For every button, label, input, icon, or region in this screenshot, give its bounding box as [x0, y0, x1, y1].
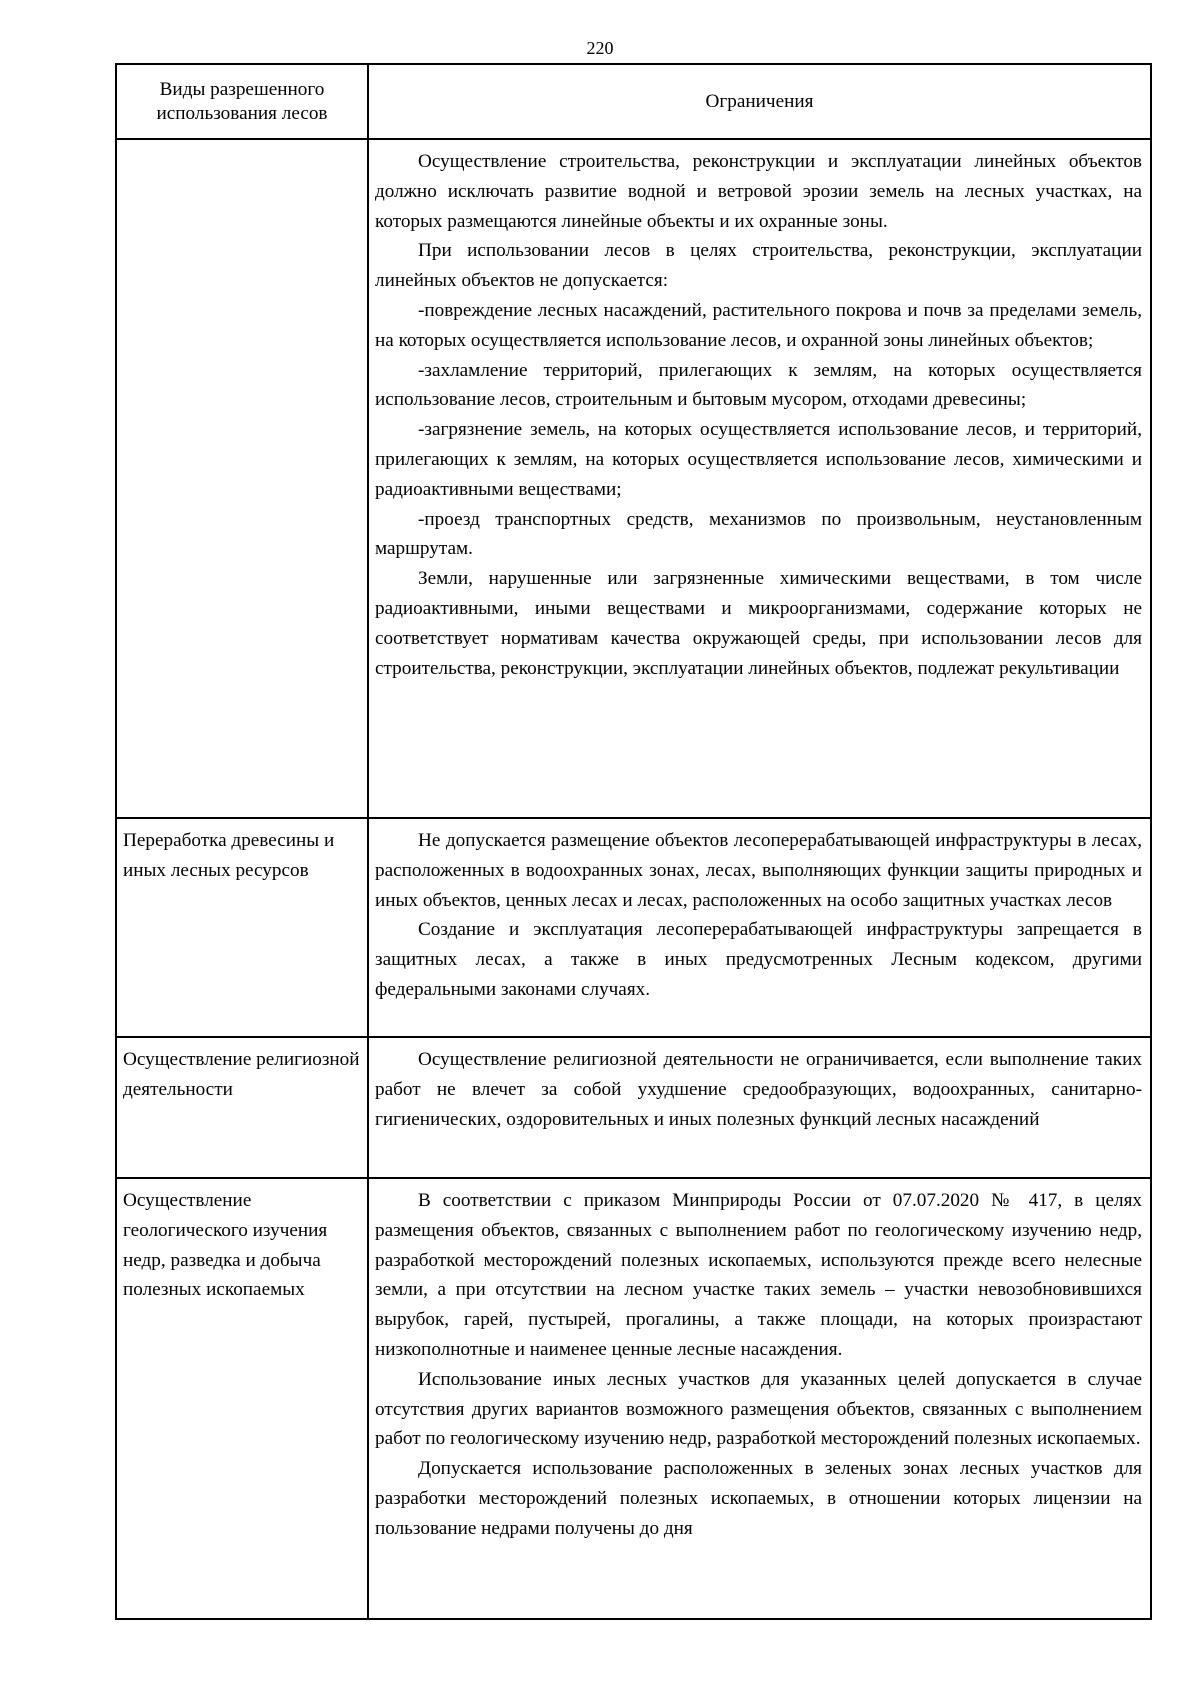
restrictions-cell — [368, 1037, 1151, 1178]
header-restrictions: Ограничения — [368, 64, 1151, 139]
page-number: 220 — [586, 38, 614, 58]
table-header-row — [116, 64, 1151, 139]
use-type-cell: Осуществление религиозной деятельности — [116, 1037, 368, 1178]
restriction-paragraph: -захламление территорий, прилегающих к землям, на которых осуществляется использование лесов, строительным и бытовым мусором, отходами древесины; — [375, 359, 1142, 411]
restriction-paragraph: Земли, нарушенные или загрязненные химическими веществами, в том числе радиоактивными, иными веществами и микроорганизмами, содержание которых не соответствует нормативам качества окружающей среды, при использовании лесов для строительства, реконструкции, эксплуатации линейных объектов, подлежат рекультивации — [375, 568, 1142, 679]
use-type-cell — [116, 139, 368, 818]
restriction-paragraph: Создание и эксплуатация лесоперерабатывающей инфраструктуры запрещается в защитных лесах, а также в иных предусмотренных Лесным кодексом, другими федеральными законами случаях. — [375, 919, 1142, 1000]
restriction-paragraph: При использовании лесов в целях строительства, реконструкции, эксплуатации линейных объектов не допускается: — [375, 240, 1142, 292]
table-row — [116, 1178, 1151, 1619]
restrictions-cell — [368, 1178, 1151, 1619]
restriction-paragraph: Использование иных лесных участков для указанных целей допускается в случае отсутствия других вариантов возможного размещения объектов, связанных с выполнением работ по геологическому изучению недр, разработкой месторождений полезных ископаемых. — [375, 1368, 1142, 1450]
restriction-paragraph: Осуществление строительства, реконструкции и эксплуатации линейных объектов должно исключать развитие водной и ветровой эрозии земель на лесных участках, на которых размещаются линейные объекты и их охранные зоны. — [375, 151, 1142, 232]
header-use-types: Виды разрешенного использования лесов — [116, 64, 368, 139]
use-type-cell: Переработка древесины и иных лесных ресурсов — [116, 818, 368, 1037]
restrictions-cell — [368, 818, 1151, 1037]
restriction-paragraph: Осуществление религиозной деятельности не ограничивается, если выполнение таких работ не влечет за собой ухудшение средообразующих, водоохранных, санитарно-гигиенических, оздоровительных и иных полезных функций лесных насаждений — [375, 1049, 1142, 1130]
restriction-paragraph: В соответствии с приказом Минприроды России от 07.07.2020 № 417, в целях размещения объектов, связанных с выполнением работ по геологическому изучению недр, разработкой месторождений полезных ископаемых, используются прежде всего нелесные земли, а при отсутствии на лесном участке таких земель – участки невозобновившихся вырубок, гарей, пустырей, прогалины, а также площади, на которых произрастают низкополнотные и наименее ценные лесные насаждения. — [375, 1190, 1142, 1360]
restriction-paragraph: Допускается использование расположенных в зеленых зонах лесных участков для разработки месторождений полезных ископаемых, в отношении которых лицензии на пользование недрами получены до дня — [375, 1458, 1142, 1539]
table-row — [116, 139, 1151, 818]
table-row — [116, 818, 1151, 1037]
restriction-paragraph: -повреждение лесных насаждений, растительного покрова и почв за пределами земель, на которых осуществляется использование лесов, и охранной зоны линейных объектов; — [375, 299, 1142, 351]
table-row — [116, 1037, 1151, 1178]
restriction-paragraph: Не допускается размещение объектов лесоперерабатывающей инфраструктуры в лесах, расположенных в водоохранных зонах, лесах, выполняющих функции защиты природных и иных объектов, ценных лесах и лесах, расположенных на особо защитных участках лесов — [375, 830, 1142, 911]
restrictions-table — [115, 63, 1152, 1620]
restrictions-cell — [368, 139, 1151, 818]
restriction-paragraph: -проезд транспортных средств, механизмов по произвольным, неустановленным маршрутам. — [375, 508, 1142, 560]
restriction-paragraph: -загрязнение земель, на которых осуществляется использование лесов, и территорий, прилегающих к землям, на которых осуществляется использование лесов, химическими и радиоактивными веществами; — [375, 419, 1142, 500]
use-type-cell: Осуществление геологического изучения недр, разведка и добыча полезных ископаемых — [116, 1178, 368, 1619]
